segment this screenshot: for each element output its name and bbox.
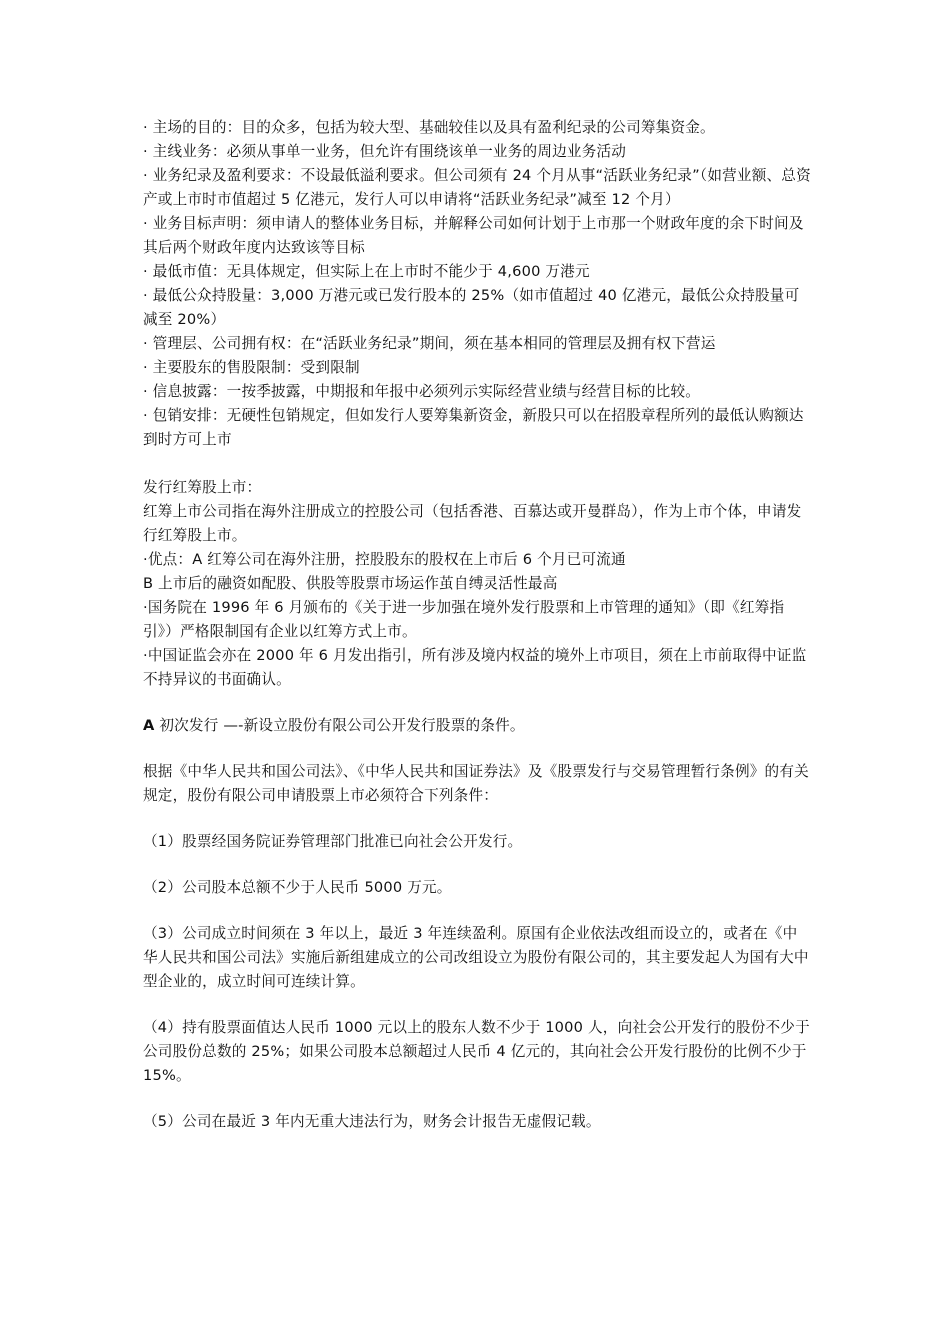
bullet-line: · 主线业务：必须从事单一业务，但允许有围绕该单一业务的周边业务活动 <box>143 143 627 160</box>
condition-item: （4）持有股票面值达人民币 1000 元以上的股东人数不少于 1000 人，向社会公开发行的股份不少于公司股份总数的 25%；如果公司股本总额超过人民币 4 亿元的，其向社会公开发行股份的比例不少于 15%。 <box>143 1019 810 1084</box>
red-chip-line: B 上市后的融资如配股、供股等股票市场运作茧自缚灵活性最高 <box>143 575 558 592</box>
bullet-line: · 业务目标声明：须申请人的整体业务目标，并解释公司如何计划于上市那一个财政年度的余下时间及其后两个财政年度内达致该等目标 <box>143 215 804 256</box>
bullet-line: · 信息披露：一按季披露，中期报和年报中必须列示实际经营业绩与经营目标的比较。 <box>143 383 701 400</box>
red-chip-line: ·国务院在 1996 年 6 月颁布的《关于进一步加强在境外发行股票和上市管理的通知》（即《红筹指引》）严格限制国有企业以红筹方式上市。 <box>143 599 785 640</box>
spacer <box>143 808 811 830</box>
spacer <box>143 994 811 1016</box>
section-title-red-chip: 发行红筹股上市： <box>143 479 262 496</box>
bullet-line: · 管理层、公司拥有权：在“活跃业务纪录”期间，须在基本相同的管理层及拥有权下营运 <box>143 335 716 352</box>
condition-item: （3）公司成立时间须在 3 年以上，最近 3 年连续盈利。原国有企业依法改组而设立的，或者在《中华人民共和国公司法》实施后新组建成立的公司改组设立为股份有限公司的，其主要发起人为国有大中型企业的，成立时间可连续计算。 <box>143 925 809 990</box>
condition-item: （1）股票经国务院证券管理部门批准已向社会公开发行。 <box>143 833 523 850</box>
condition-item: （5）公司在最近 3 年内无重大违法行为，财务会计报告无虚假记载。 <box>143 1113 601 1130</box>
intro-paragraph: 根据《中华人民共和国公司法》、《中华人民共和国证券法》及《股票发行与交易管理暂行条例》的有关规定，股份有限公司申请股票上市必须符合下列条件： <box>143 763 809 804</box>
spacer <box>143 1088 811 1110</box>
bullet-line: · 主要股东的售股限制：受到限制 <box>143 359 360 376</box>
bullet-line: · 主场的目的：目的众多，包括为较大型、基础较佳以及具有盈利纪录的公司筹集资金。 <box>143 119 715 136</box>
bullet-line: · 业务纪录及盈利要求：不设最低溢利要求。但公司须有 24 个月从事“活跃业务纪录”（如营业额、总资产或上市时市值超过 5 亿港元，发行人可以申请将“活跃业务纪录”减至 12 个月） <box>143 167 811 208</box>
red-chip-line: ·中国证监会亦在 2000 年 6 月发出指引，所有涉及境内权益的境外上市项目，须在上市前取得中证监不持异议的书面确认。 <box>143 647 807 688</box>
spacer <box>143 738 811 760</box>
bullet-line: · 包销安排：无硬性包销规定，但如发行人要筹集新资金，新股只可以在招股章程所列的最低认购额达到时方可上市 <box>143 407 804 448</box>
spacer <box>143 854 811 876</box>
spacer <box>143 900 811 922</box>
heading-text: 初次发行 —-新设立股份有限公司公开发行股票的条件。 <box>154 717 525 734</box>
spacer <box>143 452 811 476</box>
red-chip-line: 红筹上市公司指在海外注册成立的控股公司（包括香港、百慕达或开曼群岛），作为上市个体，申请发行红筹股上市。 <box>143 503 802 544</box>
red-chip-line: ·优点：A 红筹公司在海外注册，控股股东的股权在上市后 6 个月已可流通 <box>143 551 626 568</box>
document-body <box>143 116 811 1134</box>
section-heading-initial-issue <box>143 714 811 738</box>
heading-letter: A <box>143 717 155 734</box>
bullet-line: · 最低市值：无具体规定，但实际上在上市时不能少于 4,600 万港元 <box>143 263 590 280</box>
condition-item: （2）公司股本总额不少于人民币 5000 万元。 <box>143 879 452 896</box>
bullet-line: · 最低公众持股量：3,000 万港元或已发行股本的 25%（如市值超过 40 亿港元，最低公众持股量可减至 20%） <box>143 287 800 328</box>
spacer <box>143 692 811 714</box>
